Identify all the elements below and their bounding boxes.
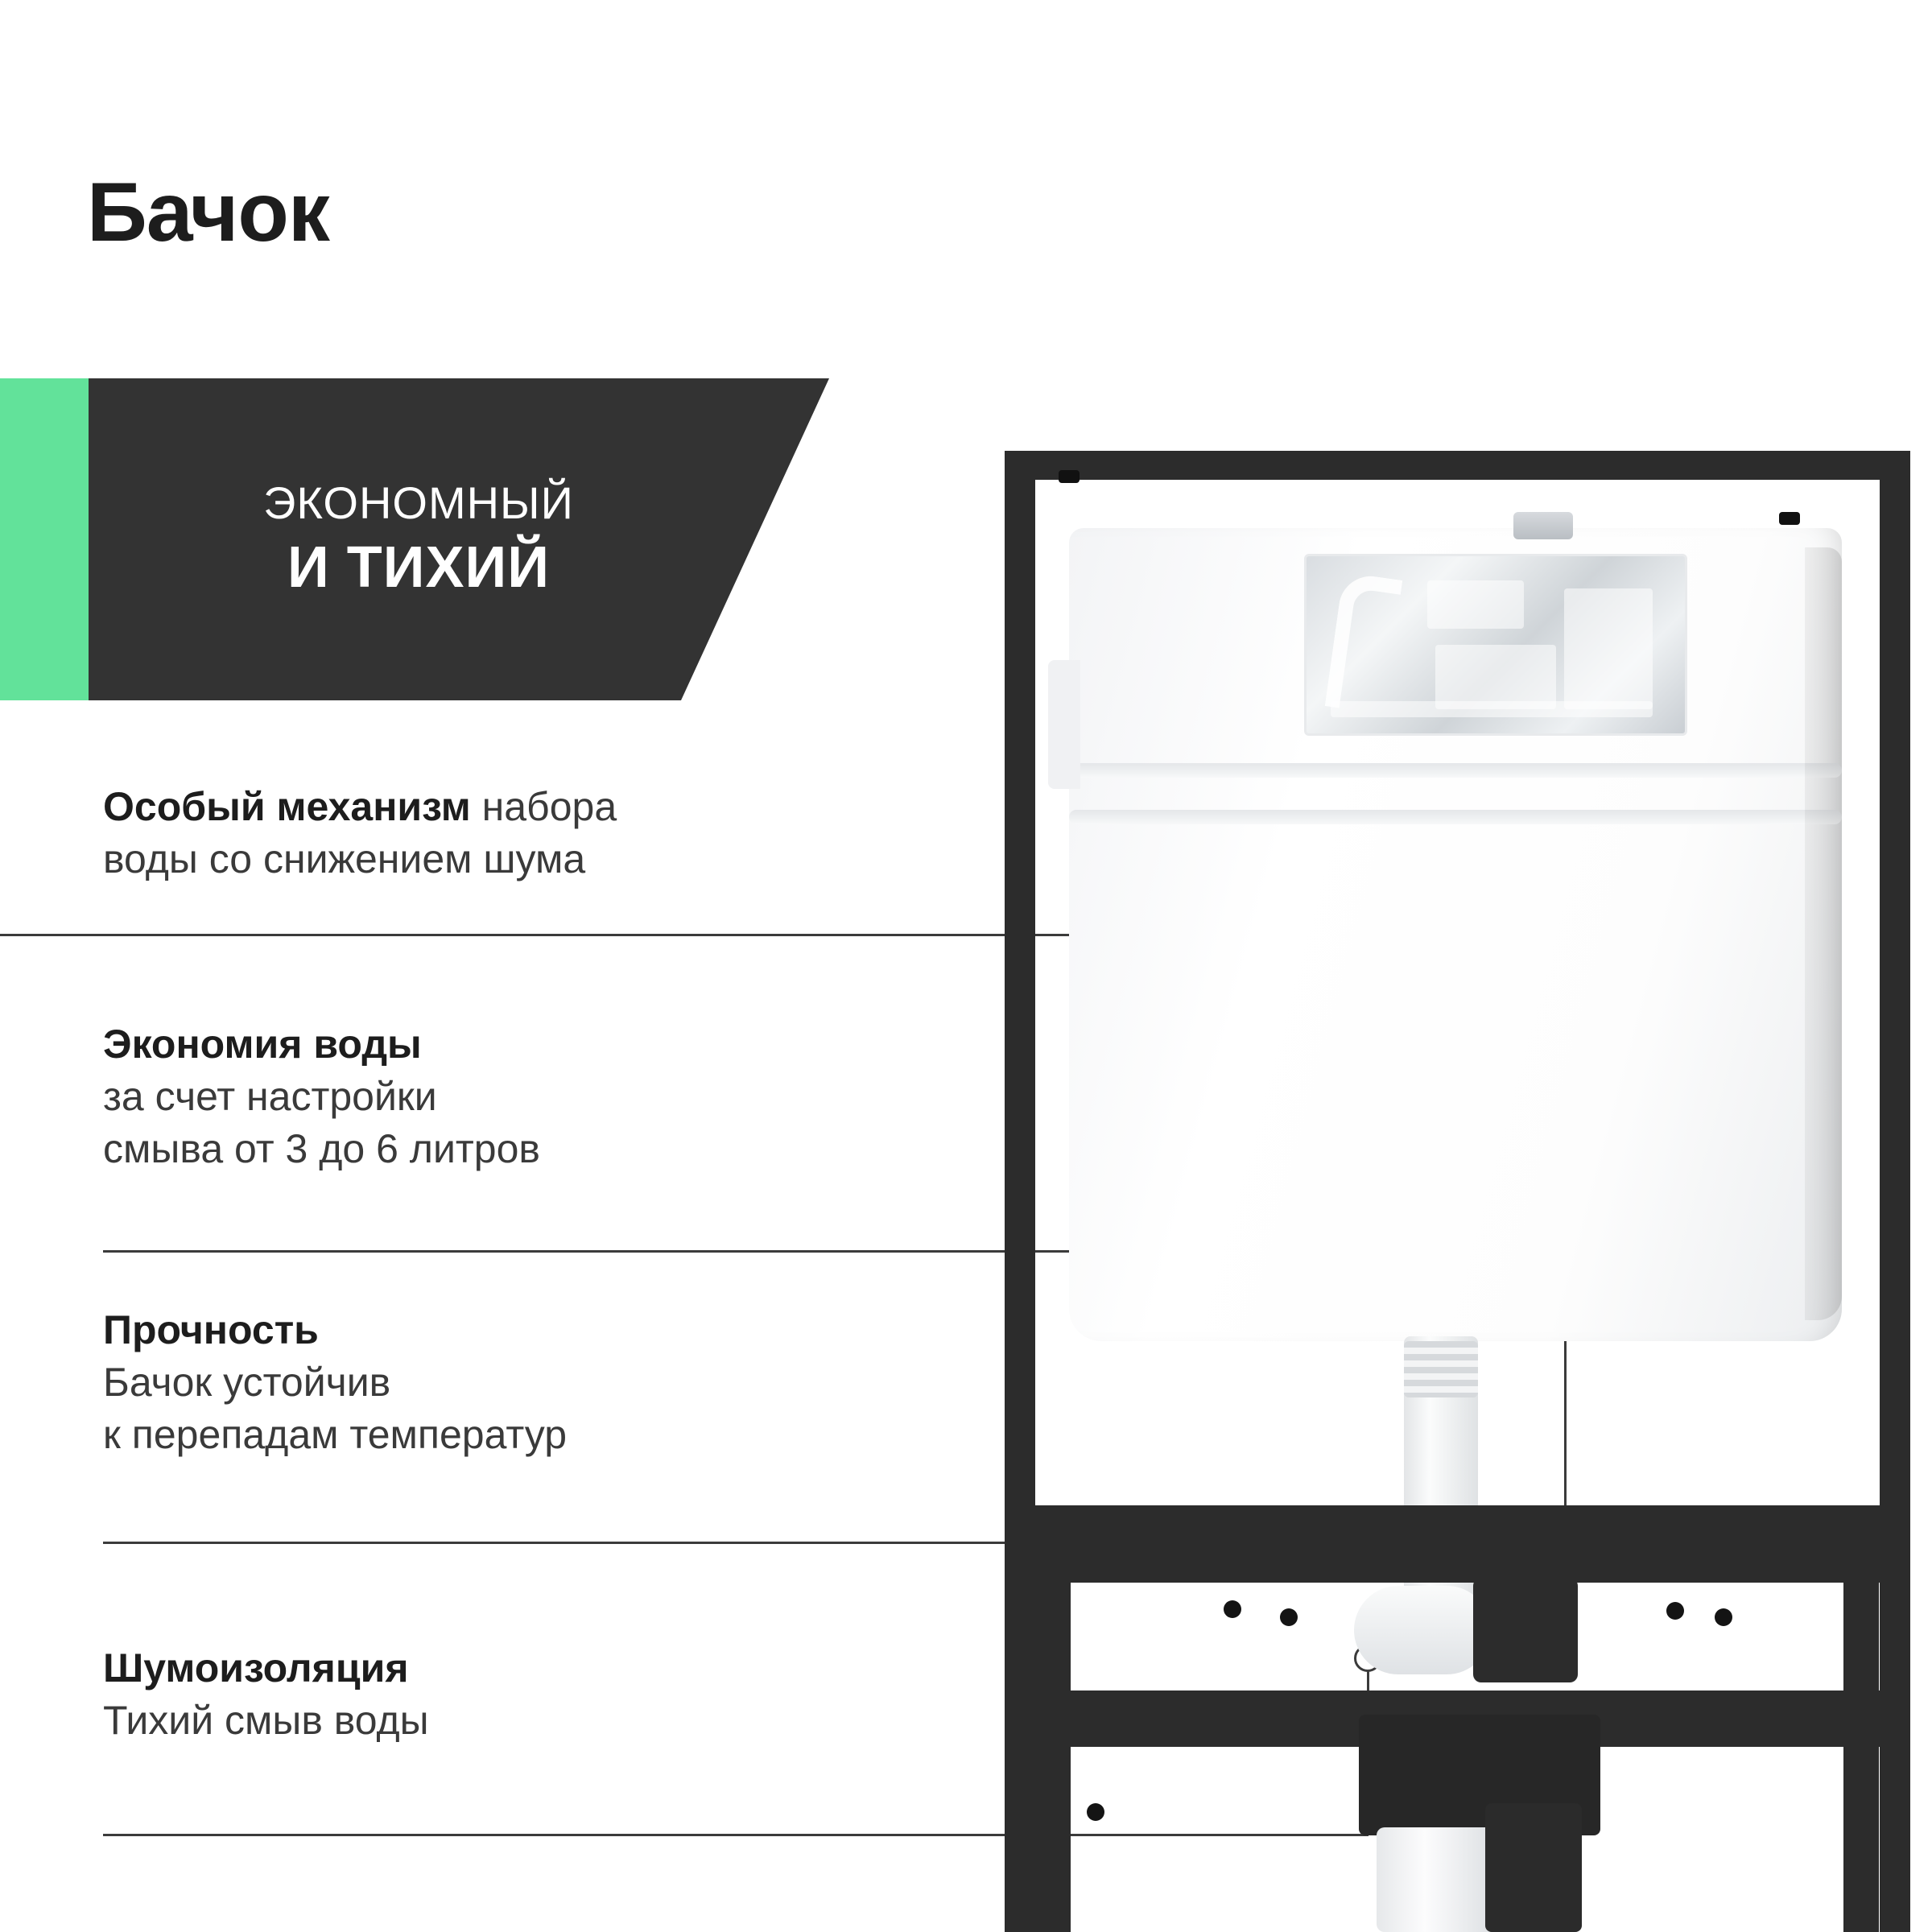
feature-durability-line-3: к перепадам температур xyxy=(103,1412,568,1457)
feature-mechanism xyxy=(103,781,956,886)
badge-accent-bar xyxy=(0,378,89,700)
frame-screw-3-icon xyxy=(1666,1602,1684,1620)
frame-screw-1-icon xyxy=(1224,1600,1241,1618)
product-illustration xyxy=(958,435,1932,1932)
flush-pipe-ribs xyxy=(1404,1341,1478,1397)
inspection-part-a xyxy=(1427,580,1524,629)
inspection-window xyxy=(1304,554,1687,736)
badge-line-2: И ТИХИЙ xyxy=(287,535,550,600)
feature-noise-isolation-strong: Шумоизоляция xyxy=(103,1645,409,1690)
feature-durability-line-2: Бачок устойчив xyxy=(103,1360,391,1405)
page-title: Бачок xyxy=(87,166,329,259)
feature-water-saving xyxy=(103,1018,956,1175)
inspection-part-b xyxy=(1435,645,1556,709)
feature-noise-isolation-line-2: Тихий смыв воды xyxy=(103,1698,429,1743)
outlet-elbow-collar xyxy=(1473,1578,1578,1682)
feature-mechanism-line-1 xyxy=(103,781,956,833)
feature-mechanism-strong: Особый механизм xyxy=(103,784,471,829)
feature-water-saving-line-3: смыва от 3 до 6 литров xyxy=(103,1126,540,1171)
promo-badge xyxy=(0,378,886,700)
frame-screw-4-icon xyxy=(1715,1608,1732,1626)
feature-water-saving-strong: Экономия воды xyxy=(103,1022,422,1067)
feature-water-saving-line-2: за счет настройки xyxy=(103,1074,437,1119)
badge-text xyxy=(129,378,708,700)
feature-mechanism-line-2: воды со снижением шума xyxy=(103,836,586,881)
cistern-left-lip xyxy=(1048,660,1080,789)
feature-mechanism-rest: набора xyxy=(470,784,617,829)
frame-bolt-left-icon xyxy=(1059,470,1080,483)
lower-drain-pipe xyxy=(1377,1827,1497,1932)
frame-bolt-right-icon xyxy=(1779,512,1800,525)
feature-durability xyxy=(103,1304,956,1461)
badge-line-1: ЭКОНОМНЫЙ xyxy=(263,477,574,528)
fill-valve-tube-icon xyxy=(1325,572,1403,715)
frame-adjuster-screw-icon xyxy=(1087,1803,1104,1821)
feature-noise-isolation xyxy=(103,1642,956,1747)
inspection-part-c xyxy=(1564,588,1653,709)
cistern-right-edge xyxy=(1805,547,1842,1320)
frame-crossbar-upper xyxy=(1005,1505,1910,1583)
lower-drain-collar xyxy=(1485,1803,1582,1932)
outlet-elbow xyxy=(1354,1586,1491,1674)
feature-durability-strong: Прочность xyxy=(103,1307,319,1352)
inspection-part-d xyxy=(1331,701,1653,717)
cistern-seam-lower xyxy=(1069,810,1842,824)
cistern-top-connector xyxy=(1513,512,1573,539)
cistern-seam-upper xyxy=(1069,763,1842,778)
frame-screw-2-icon xyxy=(1280,1608,1298,1626)
